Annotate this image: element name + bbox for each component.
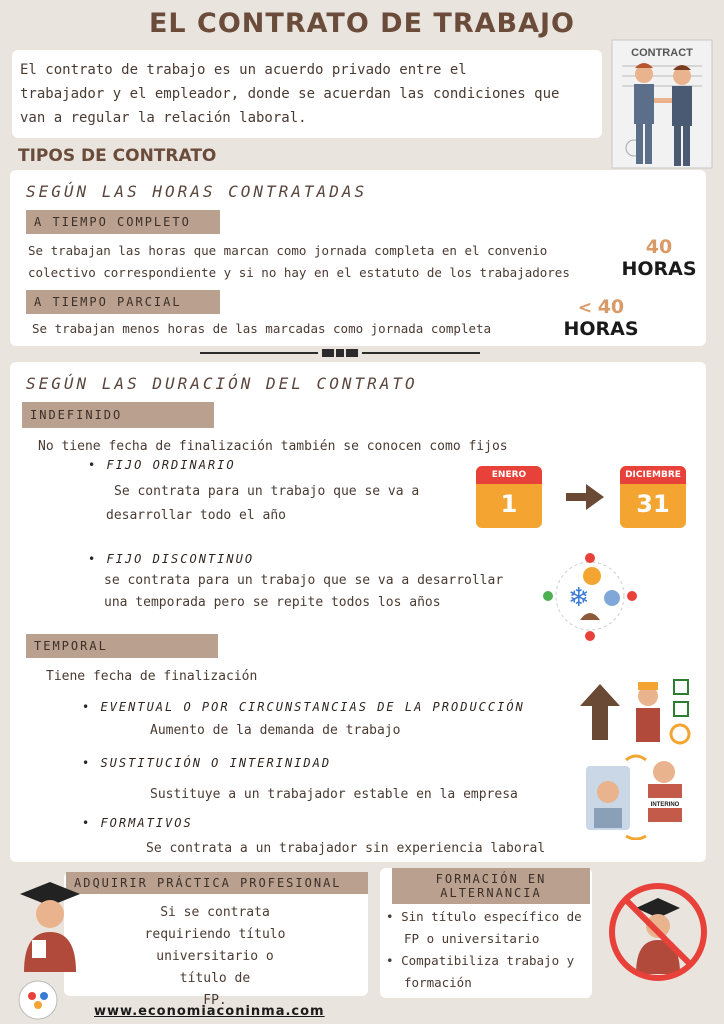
- formativos-text: Se contrata a un trabajador sin experiencia laboral: [146, 841, 546, 856]
- eventual-label: • EVENTUAL O POR CIRCUNSTANCIAS DE LA PRODUCCIÓN: [82, 700, 525, 714]
- formativos-label: • FORMATIVOS: [82, 816, 193, 830]
- practica-text: [130, 902, 300, 1012]
- alternancia-item-2-line-1: Compatibiliza trabajo y: [401, 953, 575, 968]
- parcial-hours-unit: HORAS: [563, 318, 639, 340]
- svg-text:❄: ❄: [568, 583, 590, 613]
- practica-line-2: requiriendo título: [144, 927, 286, 942]
- fijo-ordinario-text: [106, 480, 456, 528]
- parcial-hours-number: 40: [597, 296, 625, 318]
- fijo-discontinuo-text: [104, 570, 524, 614]
- completo-line-1: Se trabajan las horas que marcan como jornada completa en el convenio: [28, 243, 548, 258]
- contract-label: CONTRACT: [631, 47, 693, 59]
- alternancia-item-2: • Compatibiliza trabajo y: [386, 953, 575, 968]
- contract-handshake-illustration: [604, 36, 720, 176]
- fijo-discontinuo-label-text: FIJO DISCONTINUO: [106, 552, 255, 566]
- calendar-diciembre-day: 31: [636, 490, 670, 518]
- footer-url-link[interactable]: www.economiaconinma.com: [94, 1004, 325, 1019]
- fijo-ordinario-line-1: Se contrata para un trabajo que se va a: [114, 484, 420, 499]
- interino-badge: INTERINO: [650, 802, 680, 808]
- completo-line-2: colectivo correspondiente y si no hay en el estatuto de los trabajadores: [28, 265, 570, 280]
- alternancia-item-1-line-1: Sin título específico de: [401, 909, 582, 924]
- sustitucion-text: Sustituye a un trabajador estable en la empresa: [150, 787, 518, 802]
- completo-hours-number: 40: [645, 236, 673, 258]
- tag-indefinido: INDEFINIDO: [22, 402, 214, 428]
- parcial-less-than: <: [577, 298, 593, 318]
- graduate-icon: [10, 880, 90, 972]
- practica-line-4: FP.: [203, 993, 227, 1008]
- duracion-heading: SEGÚN LAS DURACIÓN DEL CONTRATO: [26, 374, 418, 393]
- fijo-discontinuo-line-1: se contrata para un trabajo que se va a desarrollar: [104, 573, 504, 588]
- fijo-ordinario-line-2: desarrollar todo el año: [106, 508, 287, 523]
- fijo-discontinuo-line-2: una temporada pero se repite todos los años: [104, 595, 441, 610]
- worker-process-icon: [628, 676, 704, 750]
- calendar-enero-icon: [476, 466, 542, 528]
- logo-icon: [18, 980, 58, 1020]
- tag-alternancia-line-1: FORMACIÓN EN: [435, 872, 547, 886]
- ornament-divider: [200, 346, 480, 360]
- tag-practica-profesional: ADQUIRIR PRÁCTICA PROFESIONAL: [66, 872, 368, 894]
- tag-tiempo-parcial: A TIEMPO PARCIAL: [26, 290, 220, 314]
- completo-text: [28, 240, 618, 284]
- prohibited-graduate-icon: [606, 880, 710, 984]
- practica-line-1: Si se contrata: [160, 905, 270, 920]
- arrow-right-icon: [566, 484, 604, 510]
- completo-hours-unit: HORAS: [621, 258, 697, 280]
- intro-text: [20, 58, 600, 130]
- calendar-diciembre-icon: [620, 466, 686, 528]
- practica-line-3: universitario o título de: [156, 949, 274, 986]
- eventual-text: Aumento de la demanda de trabajo: [150, 723, 401, 738]
- page-title: EL CONTRATO DE TRABAJO: [148, 8, 576, 39]
- parcial-text: Se trabajan menos horas de las marcadas como jornada completa: [32, 321, 492, 336]
- intro-line-2: trabajador y el empleador, donde se acuerdan las condiciones que: [20, 86, 560, 102]
- calendar-enero-day: 1: [500, 490, 518, 518]
- arrow-up-icon: [580, 684, 620, 740]
- alternancia-item-2-line-2: formación: [404, 975, 472, 990]
- substitution-illustration: [586, 752, 698, 840]
- alternancia-item-1-line-2: FP o universitario: [404, 931, 540, 946]
- fijo-discontinuo-label: • FIJO DISCONTINUO: [88, 552, 255, 566]
- tag-formacion-alternancia: [392, 868, 590, 904]
- sustitucion-label: • SUSTITUCIÓN O INTERINIDAD: [82, 756, 332, 770]
- calendar-enero-month: ENERO: [476, 466, 542, 484]
- eventual-label-text: EVENTUAL O POR CIRCUNSTANCIAS DE LA PRODUCCIÓN: [100, 700, 525, 714]
- sustitucion-label-text: SUSTITUCIÓN O INTERINIDAD: [100, 756, 332, 770]
- temporal-desc: Tiene fecha de finalización: [46, 669, 258, 684]
- alternancia-item-1: • Sin título específico de: [386, 909, 582, 924]
- fijo-ordinario-label-text: FIJO ORDINARIO: [106, 458, 236, 472]
- alternancia-list: [386, 906, 592, 994]
- formativos-label-text: FORMATIVOS: [100, 816, 193, 830]
- tipos-heading: TIPOS DE CONTRATO: [18, 146, 217, 166]
- intro-line-3: van a regular la relación laboral.: [20, 110, 307, 126]
- indefinido-desc: No tiene fecha de finalización también se conocen como fijos: [38, 439, 508, 454]
- seasons-cycle-icon: [540, 548, 640, 644]
- calendar-diciembre-month: DICIEMBRE: [620, 466, 686, 484]
- parcial-hours: [556, 296, 646, 340]
- intro-line-1: El contrato de trabajo es un acuerdo privado entre el: [20, 62, 467, 78]
- completo-hours: [618, 236, 700, 280]
- tag-tiempo-completo: A TIEMPO COMPLETO: [26, 210, 220, 234]
- horas-heading: SEGÚN LAS HORAS CONTRATADAS: [26, 182, 368, 201]
- tag-alternancia-line-2: ALTERNANCIA: [440, 886, 542, 900]
- tag-temporal: TEMPORAL: [26, 634, 218, 658]
- fijo-ordinario-label: • FIJO ORDINARIO: [88, 458, 236, 472]
